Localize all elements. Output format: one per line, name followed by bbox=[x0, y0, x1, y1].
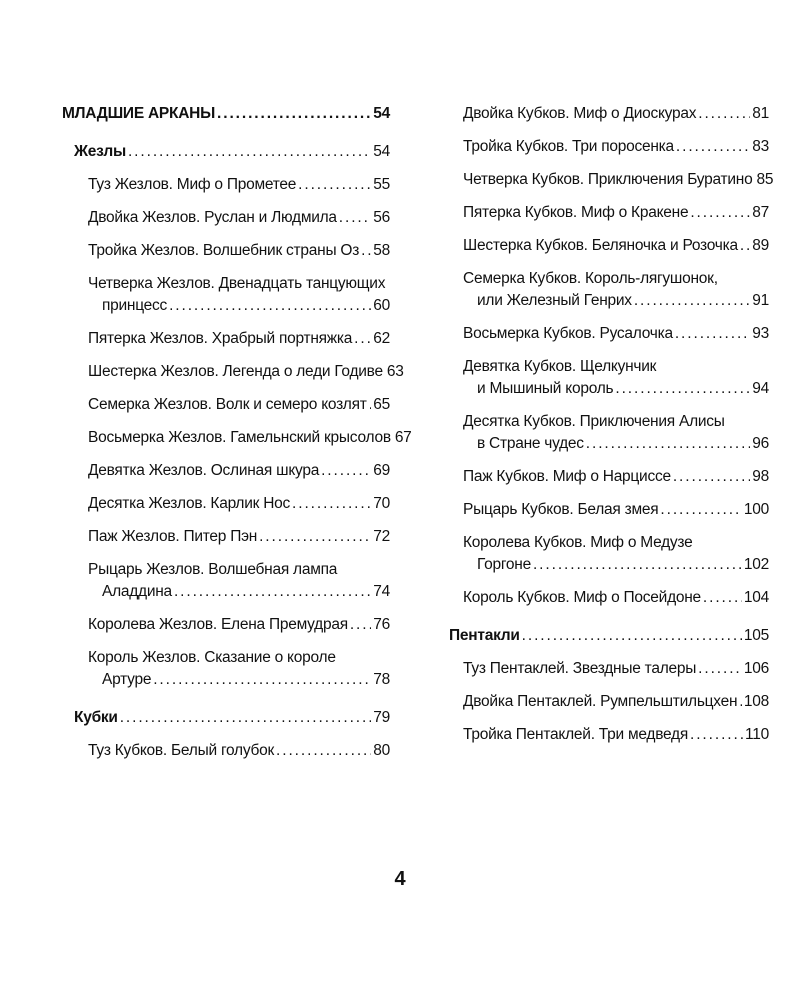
toc-entry bbox=[62, 361, 404, 383]
toc-entry-line bbox=[463, 433, 769, 455]
toc-entry-line bbox=[88, 740, 390, 762]
toc-entry-page: 80 bbox=[373, 742, 390, 759]
toc-entry-title-first-line: Рыцарь Жезлов. Волшебная лампа bbox=[88, 561, 338, 578]
toc-entry-line bbox=[88, 328, 390, 350]
toc-entry-page: 69 bbox=[373, 462, 390, 479]
toc-entry-page: 105 bbox=[743, 627, 769, 644]
toc-entry bbox=[437, 323, 769, 345]
toc-entry bbox=[62, 647, 390, 691]
toc-entry-title: Аладдина bbox=[102, 583, 172, 600]
toc-entry-title: Туз Кубков. Белый голубок bbox=[88, 742, 275, 759]
toc-entry bbox=[62, 240, 390, 262]
toc-entry bbox=[62, 460, 390, 482]
toc-entry-line bbox=[463, 587, 769, 609]
toc-right-column bbox=[437, 103, 774, 757]
toc-leader-dots bbox=[690, 202, 750, 224]
toc-entry bbox=[437, 411, 769, 455]
toc-leader-dots bbox=[217, 103, 371, 125]
toc-entry-title: и Мышиный король bbox=[477, 380, 614, 397]
toc-entry bbox=[437, 235, 769, 257]
toc-entry-line bbox=[74, 141, 390, 163]
toc-entry-page: 55 bbox=[373, 176, 390, 193]
toc-entry bbox=[437, 268, 769, 312]
toc-leader-dots bbox=[339, 207, 371, 229]
toc-leader-dots bbox=[634, 290, 750, 312]
toc-leader-dots bbox=[522, 625, 742, 647]
toc-leader-dots bbox=[673, 466, 750, 488]
toc-entry-title-first-line: Семерка Кубков. Король-лягушонок, bbox=[463, 270, 718, 287]
toc-entry bbox=[437, 625, 769, 647]
toc-entry-title: Пятерка Жезлов. Храбрый портняжка bbox=[88, 330, 353, 347]
toc-entry-page: 65 bbox=[373, 396, 390, 413]
toc-entry-page: 106 bbox=[743, 660, 769, 677]
toc-entry bbox=[62, 740, 390, 762]
toc-entry-line bbox=[88, 361, 404, 383]
toc-entry-page: 108 bbox=[743, 693, 769, 710]
toc-entry-page: 110 bbox=[745, 726, 769, 743]
toc-entry-page: 104 bbox=[743, 589, 769, 606]
toc-leader-dots bbox=[350, 614, 371, 636]
toc-leader-dots bbox=[675, 323, 750, 345]
toc-entry-line bbox=[463, 554, 769, 576]
toc-entry-title: или Железный Генрих bbox=[477, 292, 632, 309]
toc-entry-page: 58 bbox=[373, 242, 390, 259]
toc-leader-dots bbox=[690, 724, 743, 746]
toc-leader-dots bbox=[321, 460, 371, 482]
toc-entry bbox=[437, 658, 769, 680]
toc-entry-title: Двойка Кубков. Миф о Диоскурах bbox=[463, 105, 697, 122]
toc-entry bbox=[437, 466, 769, 488]
toc-entry-line bbox=[88, 669, 390, 691]
toc-leader-dots bbox=[533, 554, 742, 576]
toc-entry-page: 93 bbox=[752, 325, 769, 342]
toc-entry-line bbox=[463, 378, 769, 400]
toc-entry-page: 63 bbox=[386, 363, 404, 380]
toc-entry-page: 79 bbox=[373, 709, 390, 726]
toc-entry-title: принцесс bbox=[102, 297, 168, 314]
toc-leader-dots bbox=[698, 658, 742, 680]
toc-entry-title-first-line: Королева Кубков. Миф о Медузе bbox=[463, 534, 693, 551]
toc-entry-line bbox=[88, 240, 390, 262]
toc-entry-page: 102 bbox=[743, 556, 769, 573]
toc-entry-line bbox=[88, 581, 390, 603]
toc-entry-title: Семерка Жезлов. Волк и семеро козлят bbox=[88, 396, 367, 413]
toc-entry bbox=[437, 532, 769, 576]
toc-entry-line bbox=[463, 724, 769, 746]
toc-entry-page: 74 bbox=[373, 583, 390, 600]
toc-entry-line bbox=[88, 207, 390, 229]
toc-entry bbox=[62, 614, 390, 636]
toc-entry-title: Тройка Кубков. Три поросенка bbox=[463, 138, 674, 155]
toc-leader-dots bbox=[739, 691, 742, 713]
toc-entry-line bbox=[88, 295, 390, 317]
toc-entry bbox=[62, 394, 390, 416]
toc-entry-title: Девятка Жезлов. Ослиная шкура bbox=[88, 462, 320, 479]
toc-entry-title: Восьмерка Жезлов. Гамельнский крысолов bbox=[88, 429, 391, 446]
toc-leader-dots bbox=[615, 378, 750, 400]
toc-entry bbox=[62, 427, 412, 449]
toc-entry bbox=[62, 526, 390, 548]
toc-entry-title: Королева Жезлов. Елена Премудрая bbox=[88, 616, 348, 633]
toc-entry bbox=[437, 499, 769, 521]
toc-entry-page: 87 bbox=[752, 204, 769, 221]
toc-entry-title: Жезлы bbox=[74, 143, 126, 160]
toc-leader-dots bbox=[128, 141, 371, 163]
toc-entry-title: Артуре bbox=[102, 671, 152, 688]
toc-entry-line bbox=[463, 658, 769, 680]
toc-entry bbox=[62, 707, 390, 729]
toc-entry-line bbox=[463, 323, 769, 345]
toc-entry-title: Шестерка Кубков. Беляночка и Розочка bbox=[463, 237, 738, 254]
toc-entry-title-first-line: Четверка Жезлов. Двенадцать танцующих bbox=[88, 275, 386, 292]
toc-entry bbox=[437, 691, 769, 713]
toc-entry-line bbox=[463, 691, 769, 713]
toc-leader-dots bbox=[354, 328, 371, 350]
toc-entry-page: 89 bbox=[752, 237, 769, 254]
toc-entry-page: 56 bbox=[373, 209, 390, 226]
toc-entry-page: 72 bbox=[373, 528, 390, 545]
toc-entry-title: в Стране чудес bbox=[477, 435, 584, 452]
toc-leader-dots bbox=[698, 103, 750, 125]
toc-entry-title-first-line: Король Жезлов. Сказание о короле bbox=[88, 649, 336, 666]
toc-entry bbox=[437, 724, 769, 746]
toc-leader-dots bbox=[676, 136, 750, 158]
toc-leader-dots bbox=[292, 493, 371, 515]
toc-entry-page: 60 bbox=[373, 297, 390, 314]
toc-entry-line bbox=[463, 235, 769, 257]
toc-entry bbox=[62, 141, 390, 163]
toc-entry-page: 54 bbox=[373, 143, 390, 160]
toc-leader-dots bbox=[660, 499, 741, 521]
toc-entry-title: Кубки bbox=[74, 709, 118, 726]
toc-entry-line bbox=[88, 174, 390, 196]
toc-entry-title: Горгоне bbox=[477, 556, 531, 573]
toc-entry-page: 91 bbox=[752, 292, 769, 309]
toc-entry-page: 54 bbox=[373, 105, 390, 122]
toc-entry-title: МЛАДШИЕ АРКАНЫ bbox=[62, 105, 216, 122]
toc-entry-page: 78 bbox=[373, 671, 390, 688]
toc-entry-title: Тройка Пентаклей. Три медведя bbox=[463, 726, 688, 743]
toc-entry-line bbox=[463, 202, 769, 224]
toc-entry-line bbox=[88, 526, 390, 548]
toc-entry-line bbox=[463, 290, 769, 312]
toc-entry-title: Король Кубков. Миф о Посейдоне bbox=[463, 589, 701, 606]
toc-entry-title: Четверка Кубков. Приключения Буратино bbox=[463, 171, 753, 188]
toc-entry-title: Рыцарь Кубков. Белая змея bbox=[463, 501, 659, 518]
toc-entry-page: 96 bbox=[752, 435, 769, 452]
toc-entry bbox=[62, 207, 390, 229]
toc-entry bbox=[62, 103, 390, 125]
toc-entry-page: 81 bbox=[752, 105, 769, 122]
toc-entry bbox=[437, 202, 769, 224]
toc-entry-page: 70 bbox=[373, 495, 390, 512]
toc-entry-line bbox=[88, 394, 390, 416]
toc-entry-line bbox=[74, 707, 390, 729]
toc-entry bbox=[62, 174, 390, 196]
toc-leader-dots bbox=[259, 526, 371, 548]
toc-entry-line bbox=[88, 427, 412, 449]
toc-entry bbox=[62, 493, 390, 515]
toc-entry-page: 94 bbox=[752, 380, 769, 397]
toc-entry-page: 100 bbox=[743, 501, 769, 518]
toc-entry-page: 76 bbox=[373, 616, 390, 633]
toc-entry-title: Пятерка Кубков. Миф о Кракене bbox=[463, 204, 689, 221]
toc-entry-title: Двойка Жезлов. Руслан и Людмила bbox=[88, 209, 337, 226]
toc-leader-dots bbox=[703, 587, 742, 609]
toc-entry-title: Паж Жезлов. Питер Пэн bbox=[88, 528, 258, 545]
toc-entry-page: 85 bbox=[756, 171, 774, 188]
toc-entry-title: Туз Жезлов. Миф о Прометее bbox=[88, 176, 297, 193]
toc-entry-page: 98 bbox=[752, 468, 769, 485]
toc-leader-dots bbox=[369, 394, 372, 416]
toc-entry-line bbox=[449, 625, 769, 647]
toc-leader-dots bbox=[740, 235, 750, 257]
toc-entry-title: Десятка Жезлов. Карлик Нос bbox=[88, 495, 291, 512]
toc-entry-page: 67 bbox=[394, 429, 412, 446]
toc-entry-line bbox=[88, 460, 390, 482]
toc-entry-title: Шестерка Жезлов. Легенда о леди Годиве bbox=[88, 363, 383, 380]
toc-entry-line bbox=[463, 103, 769, 125]
toc-entry-title-first-line: Девятка Кубков. Щелкунчик bbox=[463, 358, 657, 375]
toc-entry-title: Туз Пентаклей. Звездные талеры bbox=[463, 660, 697, 677]
toc-entry-page: 62 bbox=[373, 330, 390, 347]
toc-entry-title: Пентакли bbox=[449, 627, 520, 644]
toc-entry-line bbox=[463, 136, 769, 158]
toc-entry bbox=[62, 273, 390, 317]
toc-entry-title: Тройка Жезлов. Волшебник страны Оз bbox=[88, 242, 360, 259]
toc-entry bbox=[437, 169, 774, 191]
toc-leader-dots bbox=[361, 240, 371, 262]
toc-entry-line bbox=[463, 169, 774, 191]
toc-entry bbox=[62, 559, 390, 603]
toc-entry-title: Восьмерка Кубков. Русалочка bbox=[463, 325, 673, 342]
toc-entry-title-first-line: Десятка Кубков. Приключения Алисы bbox=[463, 413, 725, 430]
toc-leader-dots bbox=[276, 740, 371, 762]
toc-entry-line bbox=[62, 103, 390, 125]
toc-entry-title: Двойка Пентаклей. Румпельштильцхен bbox=[463, 693, 738, 710]
toc-entry bbox=[437, 356, 769, 400]
toc-entry-line bbox=[88, 493, 390, 515]
page-number: 4 bbox=[394, 868, 406, 890]
toc-entry-line bbox=[463, 499, 769, 521]
toc-leader-dots bbox=[298, 174, 371, 196]
toc-entry-line bbox=[88, 614, 390, 636]
toc-entry bbox=[437, 136, 769, 158]
toc-left-column bbox=[62, 103, 412, 773]
toc-entry bbox=[437, 103, 769, 125]
toc-entry bbox=[62, 328, 390, 350]
toc-entry-page: 83 bbox=[752, 138, 769, 155]
toc-entry bbox=[437, 587, 769, 609]
toc-entry-line bbox=[463, 466, 769, 488]
toc-entry-title: Паж Кубков. Миф о Нарциссе bbox=[463, 468, 671, 485]
toc-leader-dots bbox=[120, 707, 372, 729]
toc-leader-dots bbox=[586, 433, 750, 455]
toc-leader-dots bbox=[153, 669, 371, 691]
toc-leader-dots bbox=[169, 295, 371, 317]
toc-leader-dots bbox=[174, 581, 371, 603]
